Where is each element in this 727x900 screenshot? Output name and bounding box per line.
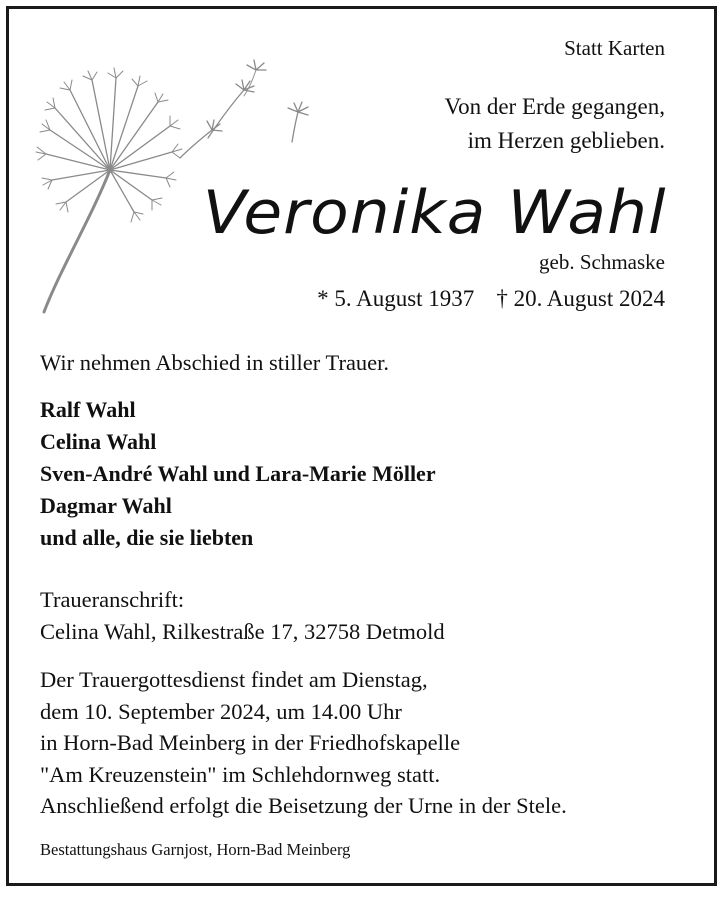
service-line: dem 10. September 2024, um 14.00 Uhr	[40, 698, 402, 724]
motto-line: im Herzen geblieben.	[467, 128, 665, 153]
service-line: in Horn-Bad Meinberg in der Friedhofskapelle	[40, 730, 461, 755]
service-line: Der Trauergottesdienst findet am Dienstag,	[40, 667, 428, 692]
funeral-home: Bestattungshaus Garnjost, Horn-Bad Meinberg	[40, 840, 351, 859]
birth-name: geb. Schmaske	[539, 250, 665, 274]
mourner: Dagmar Wahl	[40, 493, 172, 518]
birth-date: * 5. August 1937	[317, 286, 475, 311]
notice-header-note: Statt Karten	[564, 36, 665, 60]
mourner: Ralf Wahl	[40, 397, 136, 422]
address-value: Celina Wahl, Rilkestraße 17, 32758 Detmold	[40, 619, 445, 644]
mourner: Sven-André Wahl und Lara-Marie Möller	[40, 461, 436, 486]
death-date: † 20. August 2024	[496, 286, 665, 311]
address-label: Traueranschrift:	[40, 587, 185, 612]
mourning-address	[40, 584, 445, 648]
service-line: "Am Kreuzenstein" im Schlehdornweg statt.	[40, 761, 441, 787]
deceased-name: Veronika Wahl	[203, 178, 667, 248]
motto-line: Von der Erde gegangen,	[444, 94, 665, 119]
mourner: und alle, die sie liebten	[40, 525, 254, 550]
motto	[444, 90, 665, 158]
mourner: Celina Wahl	[40, 429, 157, 454]
intro-text: Wir nehmen Abschied in stiller Trauer.	[40, 350, 390, 375]
life-dates	[317, 286, 665, 312]
mourners-list	[40, 394, 436, 554]
service-line: Anschließend erfolgt die Beisetzung der Urne in der Stele.	[40, 793, 567, 818]
service-info	[40, 664, 567, 822]
